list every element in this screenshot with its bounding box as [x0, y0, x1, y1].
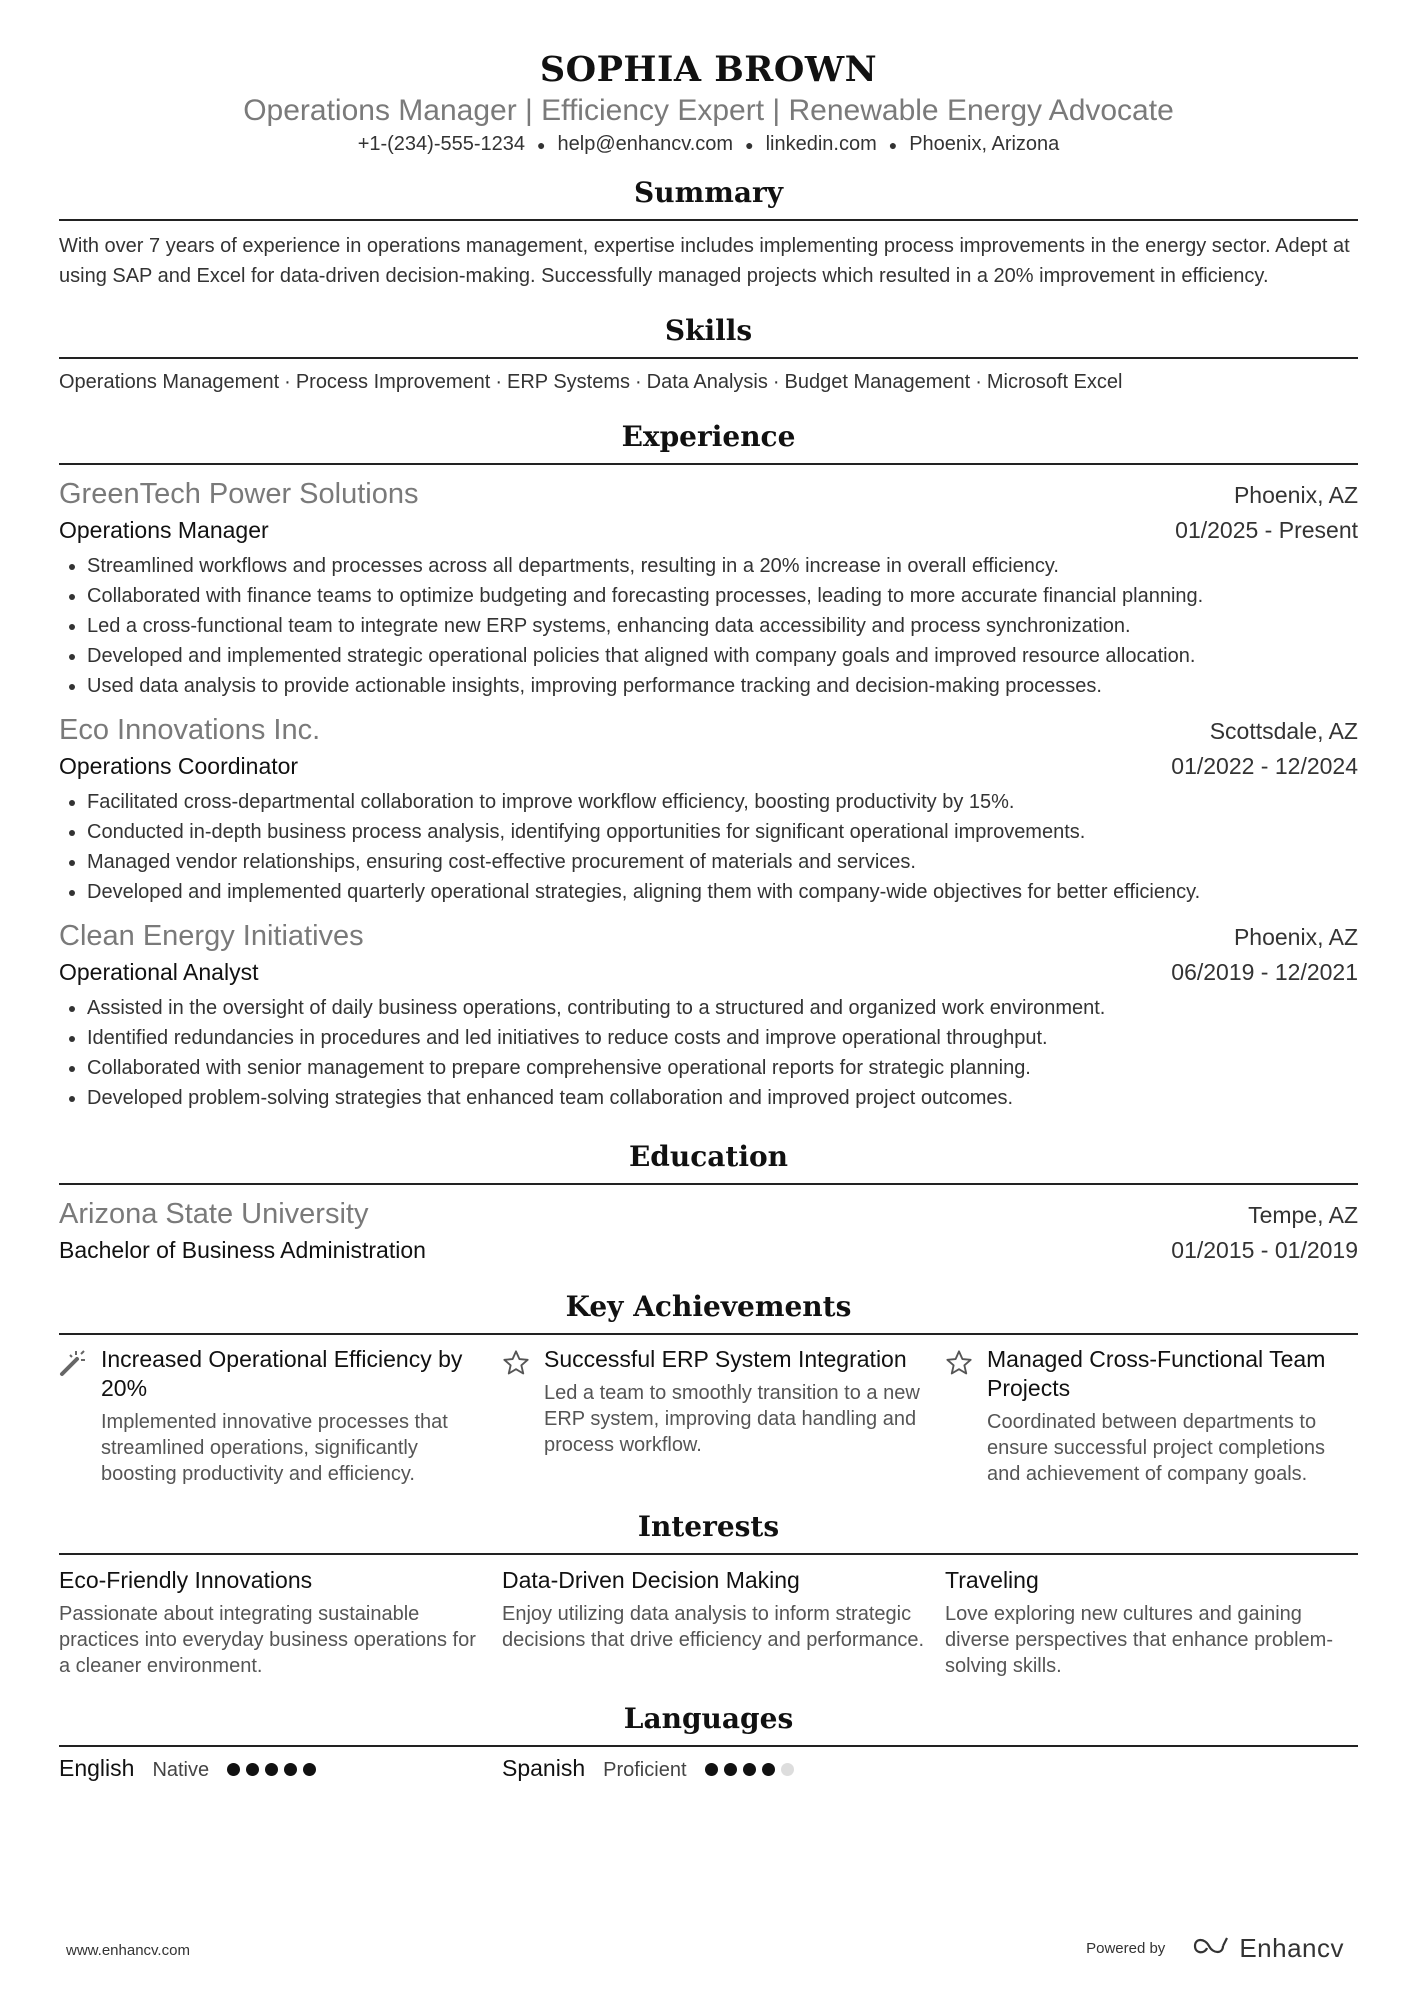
- interest-title: Traveling: [945, 1566, 1039, 1593]
- brand-name: Enhancv: [1239, 1933, 1344, 1963]
- company-name: Clean Energy Initiatives: [59, 919, 364, 952]
- language-item: [59, 1755, 502, 1782]
- rating-dot-filled: [303, 1763, 316, 1776]
- linkedin-link[interactable]: linkedin.com: [765, 133, 877, 155]
- section-title-summary: Summary: [59, 175, 1358, 221]
- interest-desc: Love exploring new cultures and gaining diverse perspectives that enhance problem-solving skills.: [945, 1602, 1333, 1677]
- experience-section: [59, 419, 1358, 1113]
- skill-item: Microsoft Excel: [986, 370, 1123, 393]
- bullet-item: • Developed problem-solving strategies that enhanced team collaboration and improved project outcomes.: [87, 1083, 1358, 1113]
- bullet-item: • Managed vendor relationships, ensuring cost-effective procurement of materials and services.: [87, 847, 1358, 877]
- job-bullets: [59, 551, 1358, 701]
- bullet-item: • Collaborated with senior management to prepare comprehensive operational reports for strategic planning.: [87, 1053, 1358, 1083]
- language-level: Proficient: [603, 1758, 687, 1781]
- rating-dot-empty: [781, 1763, 794, 1776]
- job-location: Phoenix, AZ: [1233, 481, 1358, 508]
- rating-dot-filled: [743, 1763, 756, 1776]
- headline: Operations Manager | Efficiency Expert | Renewable Energy Advocate: [243, 94, 1174, 127]
- achievement-item: [945, 1345, 1358, 1487]
- separator-dot: ●: [888, 136, 898, 153]
- experience-entry: [59, 711, 1358, 907]
- rating-dot-filled: [724, 1763, 737, 1776]
- language-rating: [227, 1763, 316, 1776]
- bullet-item: • Conducted in-depth business process analysis, identifying opportunities for significant operational improvements.: [87, 817, 1358, 847]
- bullet-item: • Streamlined workflows and processes across all departments, resulting in a 20% increase in overall efficiency.: [87, 551, 1358, 581]
- bullet-item: • Assisted in the oversight of daily business operations, contributing to a structured and organized work environment.: [87, 993, 1358, 1023]
- bullet-item: • Developed and implemented strategic operational policies that aligned with company goals and improved resource allocation.: [87, 641, 1358, 671]
- contact-line: [59, 130, 1358, 159]
- skill-item: Data Analysis: [646, 370, 768, 393]
- bullet-item: • Identified redundancies in procedures and led initiatives to reduce costs and improve operational throughput.: [87, 1023, 1358, 1053]
- section-title-languages: Languages: [59, 1701, 1358, 1747]
- section-title-interests: Interests: [59, 1509, 1358, 1555]
- achievement-desc: Implemented innovative processes that streamlined operations, significantly boosting productivity and efficiency.: [101, 1410, 448, 1485]
- rating-dot-filled: [227, 1763, 240, 1776]
- experience-entry: [59, 917, 1358, 1113]
- degree: Bachelor of Business Administration: [59, 1236, 426, 1263]
- bullet-item: • Collaborated with finance teams to optimize budgeting and forecasting processes, leading to more accurate financial planning.: [87, 581, 1358, 611]
- language-item: [502, 1755, 945, 1782]
- languages-grid: [59, 1755, 1358, 1782]
- achievement-item: [502, 1345, 945, 1487]
- interests-section: [59, 1509, 1358, 1679]
- achievements-section: [59, 1289, 1358, 1487]
- interest-title: Eco-Friendly Innovations: [59, 1566, 313, 1593]
- interest-desc: Enjoy utilizing data analysis to inform strategic decisions that drive efficiency and performance.: [502, 1602, 925, 1651]
- separator-dot: ●: [537, 136, 546, 153]
- star-icon: [945, 1345, 987, 1487]
- section-title-education: Education: [59, 1139, 1358, 1185]
- magic-wand-icon: [59, 1345, 101, 1487]
- language-level: Native: [152, 1758, 210, 1781]
- enhancv-logo-icon: [1191, 1934, 1231, 1963]
- job-bullets: [59, 993, 1358, 1113]
- bullet-item: • Developed and implemented quarterly operational strategies, aligning them with company-wide objectives for better efficiency.: [87, 877, 1358, 907]
- section-title-achievements: Key Achievements: [59, 1289, 1358, 1335]
- job-title: Operations Coordinator: [59, 752, 299, 779]
- achievement-title: Managed Cross-Functional Team Projects: [987, 1345, 1326, 1401]
- bullet-item: • Led a cross-functional team to integrate new ERP systems, enhancing data accessibility and process synchronization.: [87, 611, 1358, 641]
- interest-title: Data-Driven Decision Making: [502, 1566, 800, 1593]
- rating-dot-filled: [284, 1763, 297, 1776]
- skills-list: Operations Management · Process Improvement · ERP Systems · Data Analysis · Budget Management · Microsoft Excel: [59, 370, 1123, 393]
- achievement-desc: Coordinated between departments to ensure successful project completions and achievement of company goals.: [987, 1410, 1325, 1485]
- resume-content: [59, 48, 1358, 1782]
- skill-item: Operations Management: [59, 370, 280, 393]
- separator-dot: ●: [745, 136, 754, 153]
- candidate-name: SOPHIA BROWN: [539, 49, 878, 90]
- skill-item: Budget Management: [784, 370, 971, 393]
- bullet-item: • Facilitated cross-departmental collaboration to improve workflow efficiency, boosting productivity by 15%.: [87, 787, 1358, 817]
- job-title: Operational Analyst: [59, 958, 259, 985]
- school-location: Tempe, AZ: [1248, 1201, 1358, 1228]
- experience-entry: [59, 475, 1358, 701]
- section-title-experience: Experience: [59, 419, 1358, 465]
- interest-item: [59, 1565, 502, 1679]
- languages-section: [59, 1701, 1358, 1782]
- job-dates: 01/2025 - Present: [1175, 516, 1358, 543]
- location: Phoenix, Arizona: [909, 133, 1060, 155]
- bullet-item: • Used data analysis to provide actionable insights, improving performance tracking and decision-making processes.: [87, 671, 1358, 701]
- achievements-grid: [59, 1345, 1358, 1487]
- achievement-title: Increased Operational Efficiency by 20%: [101, 1345, 463, 1401]
- company-name: Eco Innovations Inc.: [59, 713, 321, 746]
- language-name: Spanish: [502, 1754, 586, 1781]
- education-dates: 01/2015 - 01/2019: [1171, 1236, 1358, 1263]
- skill-item: ERP Systems: [507, 370, 630, 393]
- footer-branding: [1086, 1933, 1344, 1964]
- language-rating: [705, 1763, 794, 1776]
- rating-dot-filled: [762, 1763, 775, 1776]
- email-link[interactable]: help@enhancv.com: [557, 133, 734, 155]
- interest-item: [502, 1565, 945, 1679]
- rating-dot-filled: [705, 1763, 718, 1776]
- powered-by-label: Powered by: [1086, 1940, 1166, 1957]
- achievement-title: Successful ERP System Integration: [544, 1345, 907, 1372]
- rating-dot-filled: [246, 1763, 259, 1776]
- language-name: English: [59, 1754, 135, 1781]
- rating-dot-filled: [265, 1763, 278, 1776]
- summary-section: [59, 175, 1358, 291]
- education-section: [59, 1139, 1358, 1267]
- achievement-desc: Led a team to smoothly transition to a new ERP system, improving data handling and process workflow.: [544, 1381, 920, 1456]
- skill-item: Process Improvement: [295, 370, 491, 393]
- interest-item: [945, 1565, 1358, 1679]
- star-icon: [502, 1345, 544, 1487]
- achievement-item: [59, 1345, 502, 1487]
- education-entry: [59, 1195, 1358, 1267]
- job-title: Operations Manager: [59, 516, 269, 543]
- school-name: Arizona State University: [59, 1197, 369, 1230]
- job-bullets: [59, 787, 1358, 907]
- skills-section: [59, 313, 1358, 397]
- interest-desc: Passionate about integrating sustainable practices into everyday business operations for a cleaner environment.: [59, 1602, 476, 1677]
- phone[interactable]: +1-(234)-555-1234: [357, 133, 526, 155]
- job-dates: 01/2022 - 12/2024: [1171, 752, 1358, 779]
- company-name: GreenTech Power Solutions: [59, 477, 419, 510]
- footer-website[interactable]: www.enhancv.com: [66, 1942, 190, 1959]
- job-location: Scottsdale, AZ: [1209, 717, 1358, 744]
- section-title-skills: Skills: [59, 313, 1358, 359]
- summary-text: With over 7 years of experience in operations management, expertise includes implementing process improvements in the energy sector. Adept at using SAP and Excel for data-driven decision-making. Successfully managed projects which resulted in a 20% improvement in efficiency.: [59, 234, 1350, 287]
- job-dates: 06/2019 - 12/2021: [1171, 958, 1358, 985]
- interests-grid: [59, 1565, 1358, 1679]
- job-location: Phoenix, AZ: [1233, 923, 1358, 950]
